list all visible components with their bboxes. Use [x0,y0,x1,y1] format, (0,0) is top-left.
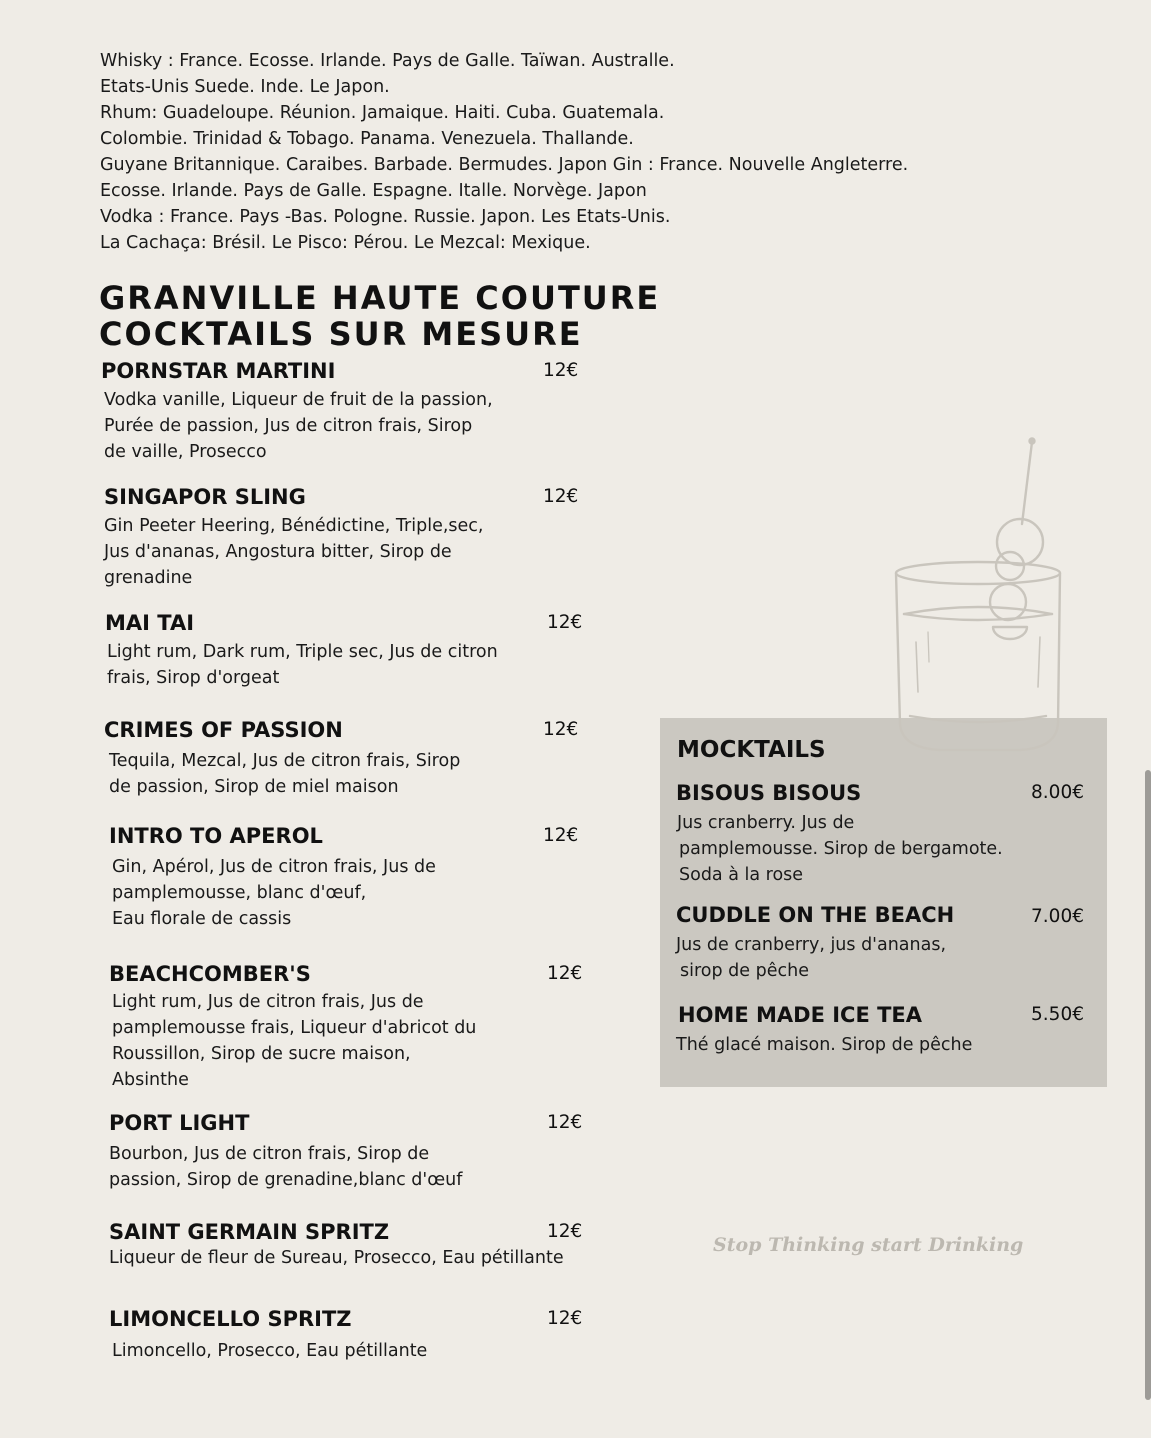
description-line: Light rum, Dark rum, Triple sec, Jus de citron [107,642,498,662]
cocktail-name: PORT LIGHT [109,1111,250,1135]
cocktail-description [107,639,595,691]
cocktail-name: BEACHCOMBER'S [109,962,311,986]
cocktail-item [101,358,591,465]
tagline-text: Stop Thinking start Drinking [713,1234,1024,1256]
description-line: Vodka vanille, Liqueur de fruit de la passion, [104,390,493,410]
cocktail-price: 12€ [543,486,579,507]
cocktail-name: MAI TAI [105,611,195,635]
mocktail-price: 8.00€ [1031,782,1084,803]
cocktail-item [104,717,594,800]
mocktail-price: 7.00€ [1031,906,1084,927]
cocktail-item [109,961,599,1093]
origins-line: Vodka : France. Pays -Bas. Pologne. Russie. Japon. Les Etats-Unis. [100,207,671,227]
cocktail-item [109,1219,629,1271]
cocktail-name: SINGAPOR SLING [104,485,306,509]
description-line: Jus de cranberry, jus d'ananas, [676,935,947,955]
cocktail-name: LIMONCELLO SPRITZ [109,1307,352,1331]
description-line: Tequila, Mezcal, Jus de citron frais, Sirop [109,751,461,771]
origins-line: Guyane Britannique. Caraibes. Barbade. Bermudes. Japon Gin : France. Nouvelle Angleterre. [100,155,909,175]
description-line: Jus cranberry. Jus de [677,813,855,833]
description-line: sirop de pêche [680,961,809,981]
mocktail-description [676,932,1096,984]
cocktail-description [109,1245,629,1271]
mocktails-panel [660,718,1107,1087]
description-line: Gin Peeter Heering, Bénédictine, Triple,sec, [104,516,484,536]
cocktail-name: PORNSTAR MARTINI [101,359,336,383]
mocktail-item [676,780,1096,888]
description-line: Soda à la rose [679,865,804,885]
origins-line: Whisky : France. Ecosse. Irlande. Pays de Galle. Taïwan. Australle. [100,51,675,71]
description-line: Absinthe [112,1070,189,1090]
mocktails-heading: MOCKTAILS [677,737,826,763]
cocktail-price: 12€ [547,1112,583,1133]
menu-title-line2: COCKTAILS SUR MESURE [99,315,583,353]
mocktail-name: BISOUS BISOUS [676,781,862,805]
description-line: Light rum, Jus de citron frais, Jus de [112,992,424,1012]
origins-line: Colombie. Trinidad & Tobago. Panama. Venezuela. Thallande. [100,129,634,149]
description-line: Bourbon, Jus de citron frais, Sirop de [109,1144,430,1164]
mocktail-name: CUDDLE ON THE BEACH [676,903,955,927]
cocktail-price: 12€ [547,612,583,633]
cocktail-description [112,854,599,932]
cocktail-description [109,1141,599,1193]
mocktail-item [678,1002,1098,1058]
description-line: Limoncello, Prosecco, Eau pétillante [112,1341,428,1361]
origins-line: La Cachaça: Brésil. Le Pisco: Pérou. Le Mezcal: Mexique. [100,233,591,253]
mocktail-description [677,810,1096,888]
cocktail-item [109,1110,599,1193]
description-line: frais, Sirop d'orgeat [107,668,280,688]
cocktail-price: 12€ [543,825,579,846]
cocktail-description [112,1338,599,1364]
description-line: pamplemousse, blanc d'œuf, [112,883,367,903]
description-line: Roussillon, Sirop de sucre maison, [112,1044,411,1064]
origins-line: Etats-Unis Suede. Inde. Le Japon. [100,77,390,97]
origins-line: Rhum: Guadeloupe. Réunion. Jamaique. Haiti. Cuba. Guatemala. [100,103,665,123]
description-line: Purée de passion, Jus de citron frais, Sirop [104,416,473,436]
mocktail-name: HOME MADE ICE TEA [678,1003,923,1027]
cocktail-name: CRIMES OF PASSION [104,718,343,742]
cocktail-item [104,484,594,591]
description-line: pamplemousse. Sirop de bergamote. [679,839,1003,859]
description-line: Liqueur de fleur de Sureau, Prosecco, Eau pétillante [109,1248,564,1268]
menu-title [99,280,660,352]
description-line: passion, Sirop de grenadine,blanc d'œuf [109,1170,463,1190]
cocktail-description [109,748,594,800]
vertical-scrollbar[interactable] [1145,770,1151,1400]
description-line: Gin, Apérol, Jus de citron frais, Jus de [112,857,436,877]
cocktail-item [109,823,599,932]
cocktail-item [109,1306,599,1364]
mocktail-description [676,1032,1098,1058]
description-line: grenadine [104,568,193,588]
cocktail-item [105,610,595,691]
mocktail-item [676,902,1096,984]
cocktail-price: 12€ [543,719,579,740]
cocktail-name: INTRO TO APEROL [109,824,323,848]
cocktail-description [104,387,591,465]
description-line: Eau florale de cassis [112,909,292,929]
cocktail-glass-with-cherry-icon [880,432,1080,752]
menu-title-line1: GRANVILLE HAUTE COUTURE [99,279,661,317]
cocktail-price: 12€ [547,963,583,984]
cocktail-price: 12€ [547,1221,583,1242]
cocktail-description [104,513,594,591]
description-line: de vaille, Prosecco [104,442,267,462]
description-line: de passion, Sirop de miel maison [109,777,399,797]
description-line: Jus d'ananas, Angostura bitter, Sirop de [104,542,452,562]
cocktail-name: SAINT GERMAIN SPRITZ [109,1220,390,1244]
spirits-origins-list [100,48,908,256]
origins-line: Ecosse. Irlande. Pays de Galle. Espagne. Italle. Norvège. Japon [100,181,647,201]
mocktail-price: 5.50€ [1031,1004,1084,1025]
cocktail-price: 12€ [547,1308,583,1329]
cocktail-price: 12€ [543,360,579,381]
cocktail-description [112,989,599,1093]
description-line: Thé glacé maison. Sirop de pêche [676,1035,973,1055]
description-line: pamplemousse frais, Liqueur d'abricot du [112,1018,477,1038]
